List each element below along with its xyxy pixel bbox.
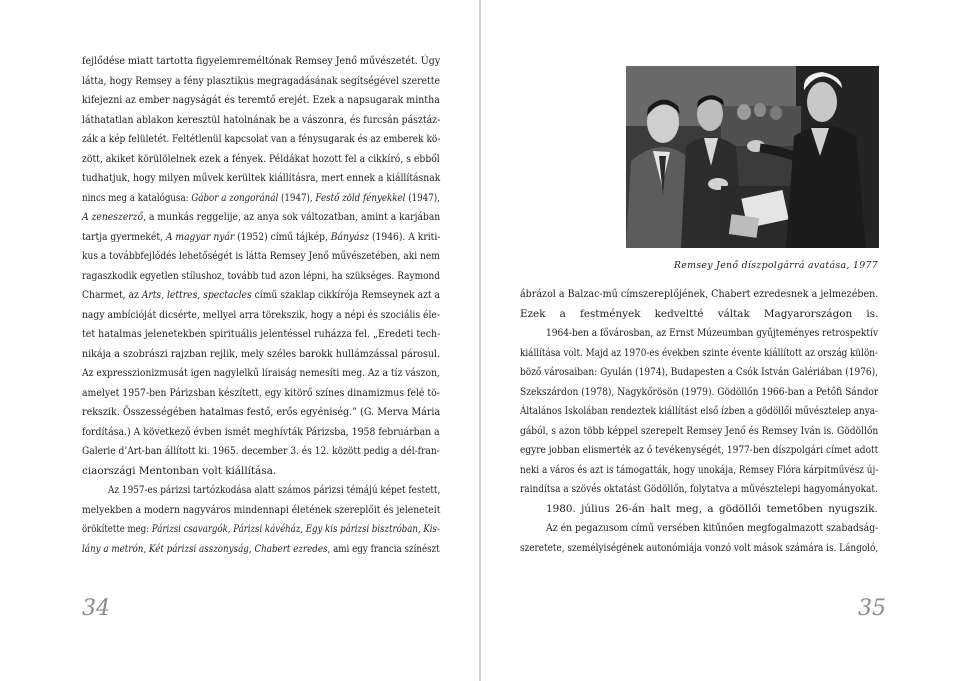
text-line (520, 539, 878, 558)
italic-text-segment: Festő zöld fényekkel (315, 191, 406, 204)
text-line (82, 520, 440, 539)
right-page (481, 0, 960, 681)
text-segment: Az 1957-es párizsi tartózkodása alatt számos párizsi témájú képet festett, (108, 484, 441, 496)
text-line (82, 325, 440, 344)
text-line (82, 540, 440, 559)
left-page (0, 0, 479, 681)
text-segment: ciaországi Mentonban volt kiállítása. (82, 464, 277, 477)
text-segment: fordítása.) A következő évben ismét meghívták Párizsba, 1958 februárban a (82, 425, 440, 438)
text-segment: egyre jobban elismerték az ő tevékenységét, 1977-ben díszpolgári címet adott (520, 444, 879, 456)
text-segment: 1980. július 26-án halt meg, a gödöllői temetőben nyugszik. (546, 502, 878, 515)
text-line (82, 208, 440, 227)
text-line (82, 286, 440, 305)
text-line (82, 52, 440, 71)
text-line (82, 72, 440, 91)
text-line (82, 169, 440, 188)
text-line (82, 228, 440, 247)
text-segment: zák a kép felületét. Feltétlenül kapcsolat van a fénysugarak és az emberek kö- (82, 133, 441, 145)
text-segment: melyekben a modern nagyváros mindennapi életének szereplőit és jeleneteit (82, 503, 441, 516)
text-line (82, 345, 440, 364)
text-segment: nikája a szobrászi rajzban rejlik, mely széles barokk hullámzással párosul. (82, 347, 441, 360)
text-segment: örökítette meg: (82, 523, 152, 535)
text-segment: ragaszkodik egyetlen stílushoz, tovább tud azon lépni, ha szükséges. Raymond (82, 269, 440, 282)
text-segment: amelyet 1957-ben Párizsban készített, egy kitörő színes dinamizmus felé tö- (82, 386, 440, 399)
text-segment: Az én pegazusom című versében kitűnően megfogalmazott szabadság- (546, 522, 879, 534)
italic-text-segment: Párizsi csavargók, Párizsi kávéház, Egy kis párizsi bisztróban, Kis- (151, 523, 440, 535)
text-line (82, 403, 440, 422)
text-segment: rekszik. Összességében hatalmas festő, erős egyéniség.” (G. Merva Mária (82, 406, 441, 418)
photo-illustration (626, 66, 879, 248)
text-line (546, 519, 878, 538)
text-segment: fejlődése miatt tartotta figyelemreméltónak Remsey Jenő művészetét. Úgy (82, 55, 441, 67)
text-segment: böző városaiban: Gyulán (1974), Budapesten a Csók István Galériában (1976), (520, 366, 879, 378)
text-line (520, 344, 878, 363)
text-line (520, 363, 878, 382)
text-line (82, 150, 440, 169)
italic-text-segment: A magyar nyár (165, 230, 235, 243)
italic-text-segment: Bányász (330, 230, 370, 243)
text-segment: Az expresszionizmusát igen nagylelkű líraiság nemesíti meg. Az a tíz vászon, (82, 367, 440, 379)
text-line (546, 500, 878, 519)
photo-caption: Remsey Jenő díszpolgárrá avatása, 1977 (673, 260, 878, 271)
text-line (520, 305, 878, 324)
text-segment: (1952) című tájkép, (234, 230, 331, 243)
text-line (520, 461, 878, 480)
text-line (82, 111, 440, 130)
text-line (82, 306, 440, 325)
text-segment: kus a továbbfejlődés lehetőségét is látta Remsey Jenő művészetében, aki nem (82, 250, 440, 262)
text-segment: raindítsa a szövés oktatást Gödöllőn, folytatva a művésztelepi hagyományokat. (520, 483, 878, 495)
page-number-left: 34 (82, 596, 110, 621)
text-line (520, 480, 878, 499)
text-line (108, 481, 440, 500)
text-segment: Ezek a festmények kedveltté váltak Magyarországon is. (520, 307, 879, 320)
text-line (82, 442, 440, 461)
text-segment: neki a város és azt is támogatták, hogy unokája, Remsey Flóra kárpitművész új- (520, 463, 879, 476)
text-line (82, 423, 440, 442)
text-line (520, 402, 878, 421)
text-segment: nagy ambícióját dicsérte, mellyel arra törekszik, hogy a népi és szociális éle- (82, 308, 440, 321)
text-line (82, 91, 440, 110)
text-line (82, 364, 440, 383)
text-segment: zött, akiket körülölelnek ezek a fények. Példákat hozott fel a cikkíró, s ebből (82, 152, 440, 165)
text-segment: Charmet, az (82, 289, 142, 301)
text-segment: Szekszárdon (1978), Nagykőrösön (1979). Gödöllőn 1966-ban a Petőfi Sándor (520, 385, 879, 398)
text-line (82, 267, 440, 286)
text-line (520, 422, 878, 441)
text-line (520, 285, 878, 304)
text-segment: nincs meg a katalógusa: (82, 191, 192, 204)
text-line (82, 189, 440, 208)
text-line (520, 441, 878, 460)
italic-text-segment: A zeneszerző (82, 211, 144, 223)
page-number-right: 35 (858, 596, 886, 621)
text-segment: , a munkás reggelije, az anya sok változatban, amint a karjában (143, 211, 441, 223)
text-segment: láthatatlan ablakon keresztül hatolnának be a vászonra, és furcsán pásztáz- (82, 113, 441, 126)
text-line (82, 130, 440, 149)
text-line (82, 462, 276, 481)
text-segment: című szaklap cikkírója Remseynek azt a (251, 289, 441, 301)
text-segment: Galerie d’Art-ban állított ki. 1965. december 3. és 12. között pedig a dél-fran- (82, 445, 440, 457)
text-segment: szeretete, személyiségének autonómiája vonzó volt mások számára is. Lángoló, (520, 541, 879, 554)
text-segment: 1964-ben a fővárosban, az Ernst Múzeumban gyűjteményes retrospektív (546, 327, 878, 339)
text-segment: gából, s azon több képpel szerepelt Remsey Jenő és Remsey Iván is. Gödöllőn (520, 424, 879, 437)
text-segment: tet hatalmas jelenetekben spirituális jelentéssel ruházza fel. „Eredeti tech- (82, 328, 441, 340)
ceremony-photo (626, 66, 879, 248)
text-line (82, 384, 440, 403)
italic-text-segment: Gábor a zongoránál (191, 191, 279, 204)
text-segment: ábrázol a Balzac-mű címszereplőjének, Chabert ezredesnek a jelmezében. (520, 288, 879, 300)
text-segment: (1946). A kriti- (369, 230, 441, 243)
text-segment: látta, hogy Remsey a fény plasztikus megragadásának segítségével szerette (82, 74, 441, 87)
text-segment: , ami egy francia színészt (327, 542, 440, 555)
text-line (82, 247, 440, 266)
text-segment: kifejezni az ember nagyságát és teremtő erejét. Ezek a napsugarak mintha (82, 94, 440, 106)
text-line (546, 324, 878, 343)
text-line (520, 383, 878, 402)
text-segment: (1947), (405, 191, 440, 204)
italic-text-segment: Arts, lettres, spectacles (141, 289, 252, 301)
text-segment: (1947), (278, 191, 316, 204)
italic-text-segment: lány a metrón, Két párizsi asszonyság, Chabert ezredes (82, 542, 328, 555)
text-line (82, 501, 440, 520)
text-segment: tartja gyermekét, (82, 230, 166, 243)
text-segment: kiállítása volt. Majd az 1970-es években szinte évente kiállított az ország külön- (520, 346, 878, 359)
text-segment: Általános Iskolában rendeztek kiállítást első ízben a gödöllői művésztelep anya- (520, 405, 878, 417)
text-segment: tudhatjuk, hogy milyen művek kerültek kiállításra, mert ennek a kiállításnak (82, 172, 441, 184)
